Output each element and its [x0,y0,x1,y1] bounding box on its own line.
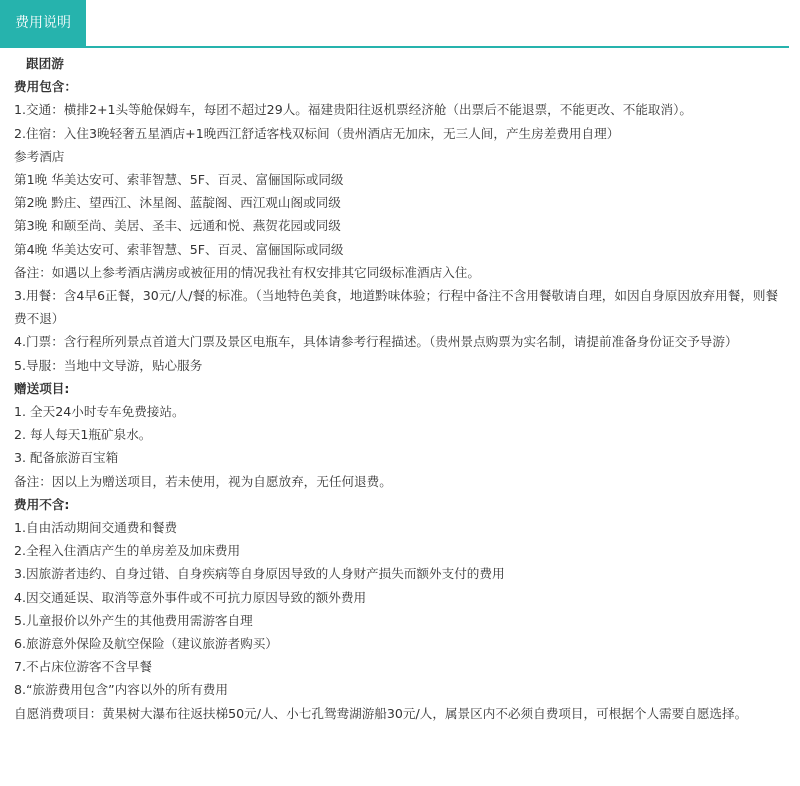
section-subtitle: 跟团游 [26,56,64,71]
tab-bar [0,0,789,48]
gift-item: 3. 配备旅游百宝箱 [14,450,119,466]
excluded-item: 8.“旅游费用包含”内容以外的所有费用 [14,682,228,698]
excluded-item: 1.自由活动期间交通费和餐费 [14,520,178,536]
excluded-item: 7.不占床位游客不含早餐 [14,659,152,675]
meals-item: 3.用餐：含4早6正餐，30元/人/餐的标准。（当地特色美食，地道黔味体验；行程中备注不含用餐敬请自理，如因自身原因放弃用餐，则餐费不退） [14,288,779,327]
included-item: 第2晚 黔庄、望西江、沐星阁、蓝靛阁、西江观山阁或同级 [14,195,341,211]
included-heading: 费用包含： [14,79,77,95]
excluded-item: 2.全程入住酒店产生的单房差及加床费用 [14,543,241,559]
gift-item: 1. 全天24小时专车免费接站。 [14,404,185,420]
tickets-item: 4.门票：含行程所列景点首道大门票及景区电瓶车，具体请参考行程描述。（贵州景点购票为实名制，请提前准备身份证交予导游） [14,334,738,350]
excluded-item: 5.儿童报价以外产生的其他费用需游客自理 [14,612,253,628]
gifts-heading: 赠送项目: [14,380,70,396]
included-item: 2.住宿：入住3晚轻奢五星酒店+1晚西江舒适客栈双标间（贵州酒店无加床，无三人间，产生房差费用自理） [14,125,620,141]
optional-expenses: 自愿消费项目：黄果树大瀑布往返扶梯50元/人、小七孔鸳鸯湖游船30元/人，属景区内不必须自费项目，可根据个人需要自愿选择。 [14,705,748,721]
included-item: 备注：如遇以上参考酒店满房或被征用的情况我社有权安排其它同级标准酒店入住。 [14,264,480,280]
tab-fee-description[interactable]: 费用说明 [0,0,86,46]
fee-content [14,52,788,725]
included-item: 第1晚 华美达安可、索菲智慧、5F、百灵、富俪国际或同级 [14,172,344,188]
guide-item: 5.导服：当地中文导游，贴心服务 [14,357,203,373]
excluded-heading: 费用不含: [14,496,70,512]
excluded-item: 4.因交通延误、取消等意外事件或不可抗力原因导致的额外费用 [14,589,367,605]
excluded-item: 3.因旅游者违约、自身过错、自身疾病等自身原因导致的人身财产损失而额外支付的费用 [14,566,505,582]
gift-item: 2. 每人每天1瓶矿泉水。 [14,427,152,443]
included-item: 第3晚 和颐至尚、美居、圣丰、远通和悦、燕贺花园或同级 [14,218,341,234]
gift-item: 备注：因以上为赠送项目，若未使用，视为自愿放弃，无任何退费。 [14,473,392,489]
included-item: 第4晚 华美达安可、索菲智慧、5F、百灵、富俪国际或同级 [14,241,344,257]
included-item: 1.交通：横排2+1头等舱保姆车，每团不超过29人。福建贵阳往返机票经济舱（出票后不能退票，不能更改、不能取消）。 [14,102,693,118]
included-item: 参考酒店 [14,148,65,164]
excluded-item: 6.旅游意外保险及航空保险（建议旅游者购买） [14,636,278,652]
